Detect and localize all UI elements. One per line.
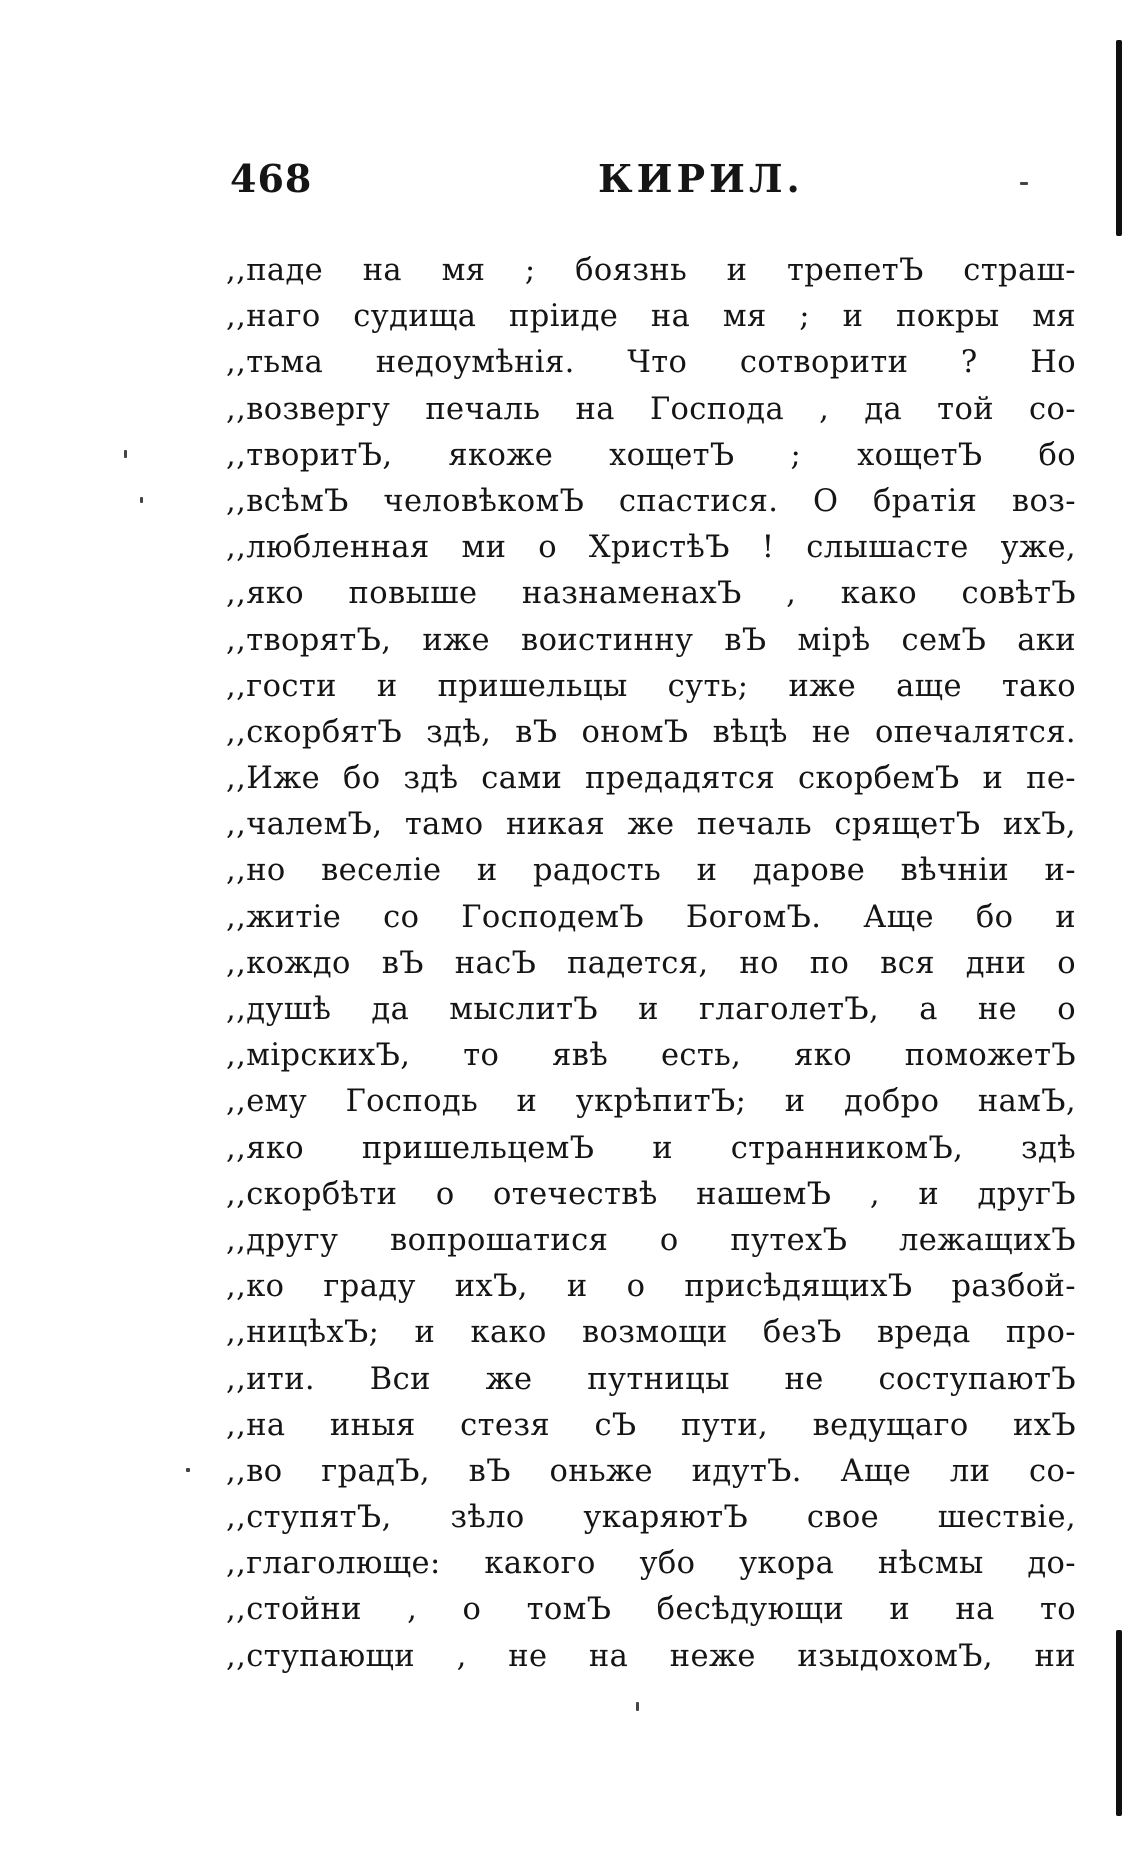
text-line: ,,душѣ да мыслитЪ и глаголетЪ, а не о	[226, 992, 1076, 1027]
text-line: ,,ступятЪ, зѣло укаряютЪ свое шествіе,	[226, 1500, 1076, 1536]
stray-mark	[124, 450, 127, 458]
page-number: 468	[230, 156, 313, 201]
text-line: ,,скорбѣти о отечествѣ нашемЪ , и другЪ	[226, 1176, 1076, 1212]
text-line: ,,гости и пришельцы суть; иже аще тако	[226, 668, 1076, 704]
text-line: ,,тьма недоумѣнія. Что сотворити ? Но	[226, 345, 1076, 381]
running-title: КИРИЛ.	[598, 156, 804, 201]
stray-mark	[140, 497, 143, 503]
page-edge-rule-top	[1116, 40, 1122, 236]
text-line: ,,яко пришельцемЪ и странникомЪ, здѣ	[226, 1130, 1076, 1166]
text-line: ,,глаголюще: какого убо укора нѣсмы до-	[226, 1546, 1076, 1582]
stray-mark	[636, 1702, 639, 1711]
text-line: ,,Иже бо здѣ сами предадятся скорбемЪ и пе-	[226, 761, 1076, 797]
text-line: ,,ко граду ихЪ, и о присѣдящихЪ разбой-	[226, 1269, 1076, 1305]
text-line: ,,ити. Вси же путницы не соступаютЪ	[226, 1361, 1076, 1397]
text-line: ,,всѣмЪ человѣкомЪ спастися. О братія воз-	[226, 483, 1076, 519]
text-line: ,,любленная ми о ХристѣЪ ! слышасте уже,	[226, 530, 1076, 566]
text-line: ,,во градЪ, вЪ оньже идутЪ. Аще ли со-	[226, 1453, 1076, 1489]
text-line: ,,возвергу печаль на Господа , да той со-	[226, 391, 1076, 427]
text-line: ,,творятЪ, иже воистинну вЪ мірѣ семЪ аки	[226, 622, 1076, 658]
text-line: ,,кождо вЪ насЪ падется, но по вся дни о	[226, 945, 1076, 981]
text-line: ,,стойни , о томЪ бесѣдующи и на то	[226, 1592, 1076, 1628]
text-line: ,,яко повыше назнаменахЪ , како совѣтЪ	[226, 576, 1076, 612]
text-line: ,,ступающи , не на неже изыдохомЪ, ни	[226, 1638, 1076, 1674]
text-line: ,,на иныя стезя сЪ пути, ведущаго ихЪ	[226, 1407, 1076, 1443]
text-line: ,,ницѣхЪ; и како возмощи безЪ вреда про-	[226, 1315, 1076, 1351]
page-edge-rule-bottom	[1116, 1630, 1122, 1816]
body-text	[226, 248, 1076, 1680]
stray-mark	[186, 1468, 190, 1472]
text-line: ,,другу вопрошатися о путехЪ лежащихЪ	[226, 1222, 1076, 1258]
text-line: ,,мірскихЪ, то явѣ есть, яко поможетЪ	[226, 1038, 1076, 1074]
text-line: ,,житіе со ГосподемЪ БогомЪ. Аще бо и	[226, 899, 1076, 935]
text-line: ,,ему Господь и укрѣпитЪ; и добро намЪ,	[226, 1084, 1076, 1120]
text-line: ,,творитЪ, якоже хощетЪ ; хощетЪ бо	[226, 437, 1076, 473]
page-header	[230, 156, 1070, 212]
text-line: ,,паде на мя ; боязнь и трепетЪ страш-	[226, 253, 1076, 288]
text-line: ,,чалемЪ, тамо никая же печаль срящетЪ ихЪ,	[226, 807, 1076, 843]
text-line: ,,наго судища пріиде на мя ; и покры мя	[226, 299, 1076, 335]
text-line: ,,скорбятЪ здѣ, вЪ ономЪ вѣцѣ не опечалятся.	[226, 714, 1076, 750]
text-line: ,,но веселіе и радость и дарове вѣчніи и-	[226, 853, 1076, 889]
